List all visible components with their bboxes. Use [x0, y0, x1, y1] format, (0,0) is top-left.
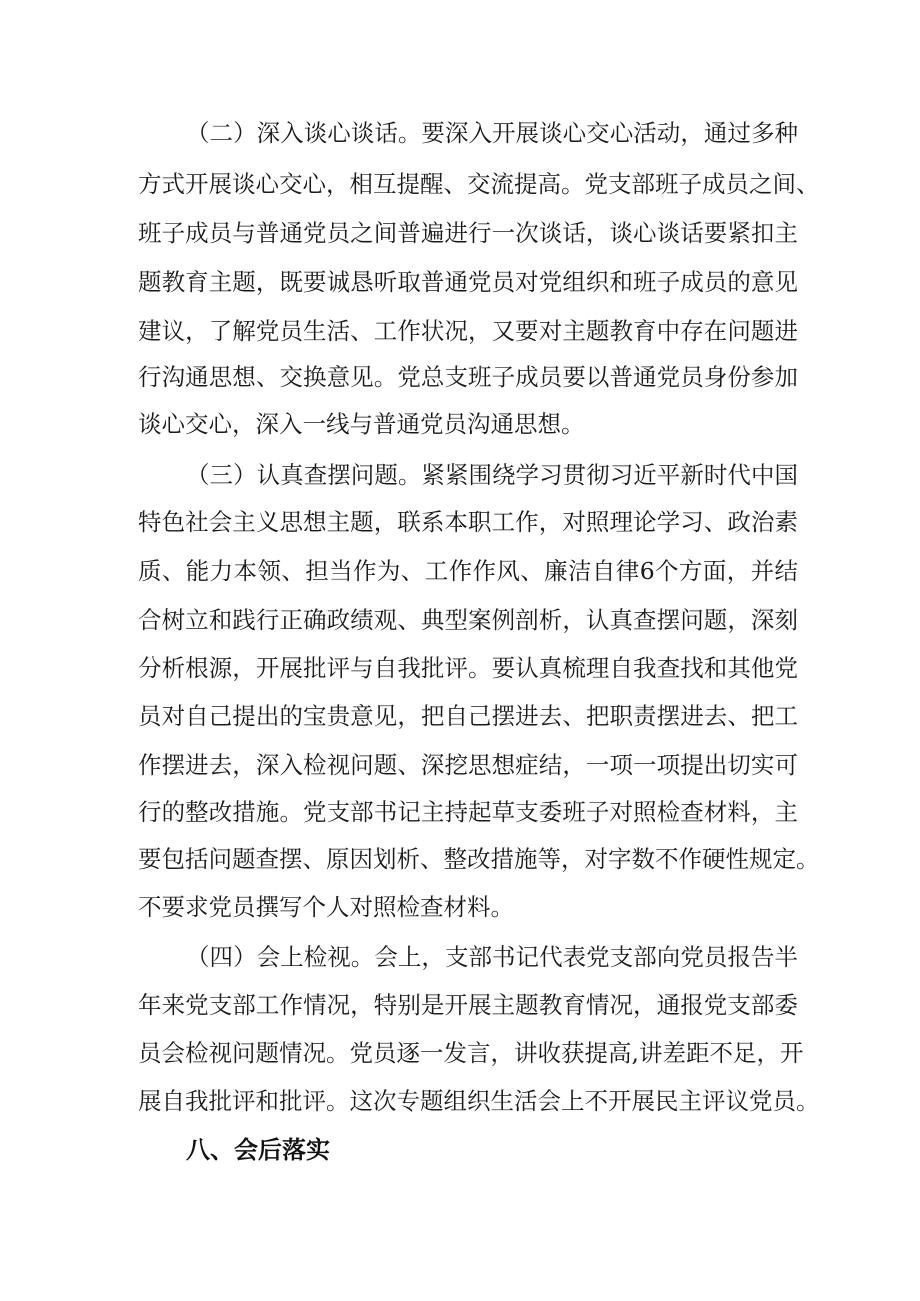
- paragraph-3-line-1: （四）会上检视。会上，支部书记代表党支部向党员报告半: [186, 943, 798, 971]
- paragraph-2-line-3: 质、能力本领、担当作为、工作作风、廉洁自律6个方面，并结: [138, 557, 798, 585]
- paragraph-2-line-2: 特色社会主义思想主题，联系本职工作，对照理论学习、政治素: [138, 508, 798, 536]
- paragraph-2-line-6: 员对自己提出的宝贵意见，把自己摆进去、把职责摆进去、把工: [138, 702, 798, 730]
- section-heading: 八、会后落实: [186, 1136, 330, 1164]
- paragraph-2-line-4: 合树立和践行正确政绩观、典型案例剖析，认真查摆问题，深刻: [138, 606, 798, 634]
- paragraph-1-line-3: 班子成员与普通党员之间普遍进行一次谈话，谈心谈话要紧扣主: [138, 219, 798, 247]
- paragraph-3-line-2: 年来党支部工作情况，特别是开展主题教育情况，通报党支部委: [138, 991, 798, 1019]
- paragraph-2-line-9: 要包括问题查摆、原因划析、整改措施等，对字数不作硬性规定。: [138, 845, 820, 873]
- paragraph-1-line-1: （二）深入谈心谈话。要深入开展谈心交心活动，通过多种: [186, 119, 798, 147]
- paragraph-2-line-7: 作摆进去，深入检视问题、深挖思想症结，一项一项提出切实可: [138, 751, 798, 779]
- paragraph-1-line-4: 题教育主题，既要诚恳听取普通党员对党组织和班子成员的意见: [138, 268, 798, 296]
- paragraph-1-line-6: 行沟通思想、交换意见。党总支班子成员要以普通党员身份参加: [138, 363, 798, 391]
- paragraph-2-line-10: 不要求党员撰写个人对照检查材料。: [138, 893, 514, 921]
- paragraph-2-line-1: （三）认真查摆问题。紧紧围绕学习贯彻习近平新时代中国: [186, 461, 798, 489]
- paragraph-3-line-3: 员会检视问题情况。党员逐一发言，讲收获提高,讲差距不足，开: [138, 1039, 804, 1067]
- paragraph-1-line-5: 建议，了解党员生活、工作状况，又要对主题教育中存在问题进: [138, 317, 798, 345]
- paragraph-1-line-7: 谈心交心，深入一线与普通党员沟通思想。: [138, 410, 585, 438]
- paragraph-2-line-5: 分析根源，开展批评与自我批评。要认真梳理自我查找和其他党: [138, 654, 798, 682]
- paragraph-3-line-4: 展自我批评和批评。这次专题组织生活会上不开展民主评议党员。: [138, 1087, 820, 1115]
- paragraph-1-line-2: 方式开展谈心交心，相互提醒、交流提高。党支部班子成员之间、: [138, 170, 820, 198]
- paragraph-2-line-8: 行的整改措施。党支部书记主持起草支委班子对照检查材料，主: [138, 798, 798, 826]
